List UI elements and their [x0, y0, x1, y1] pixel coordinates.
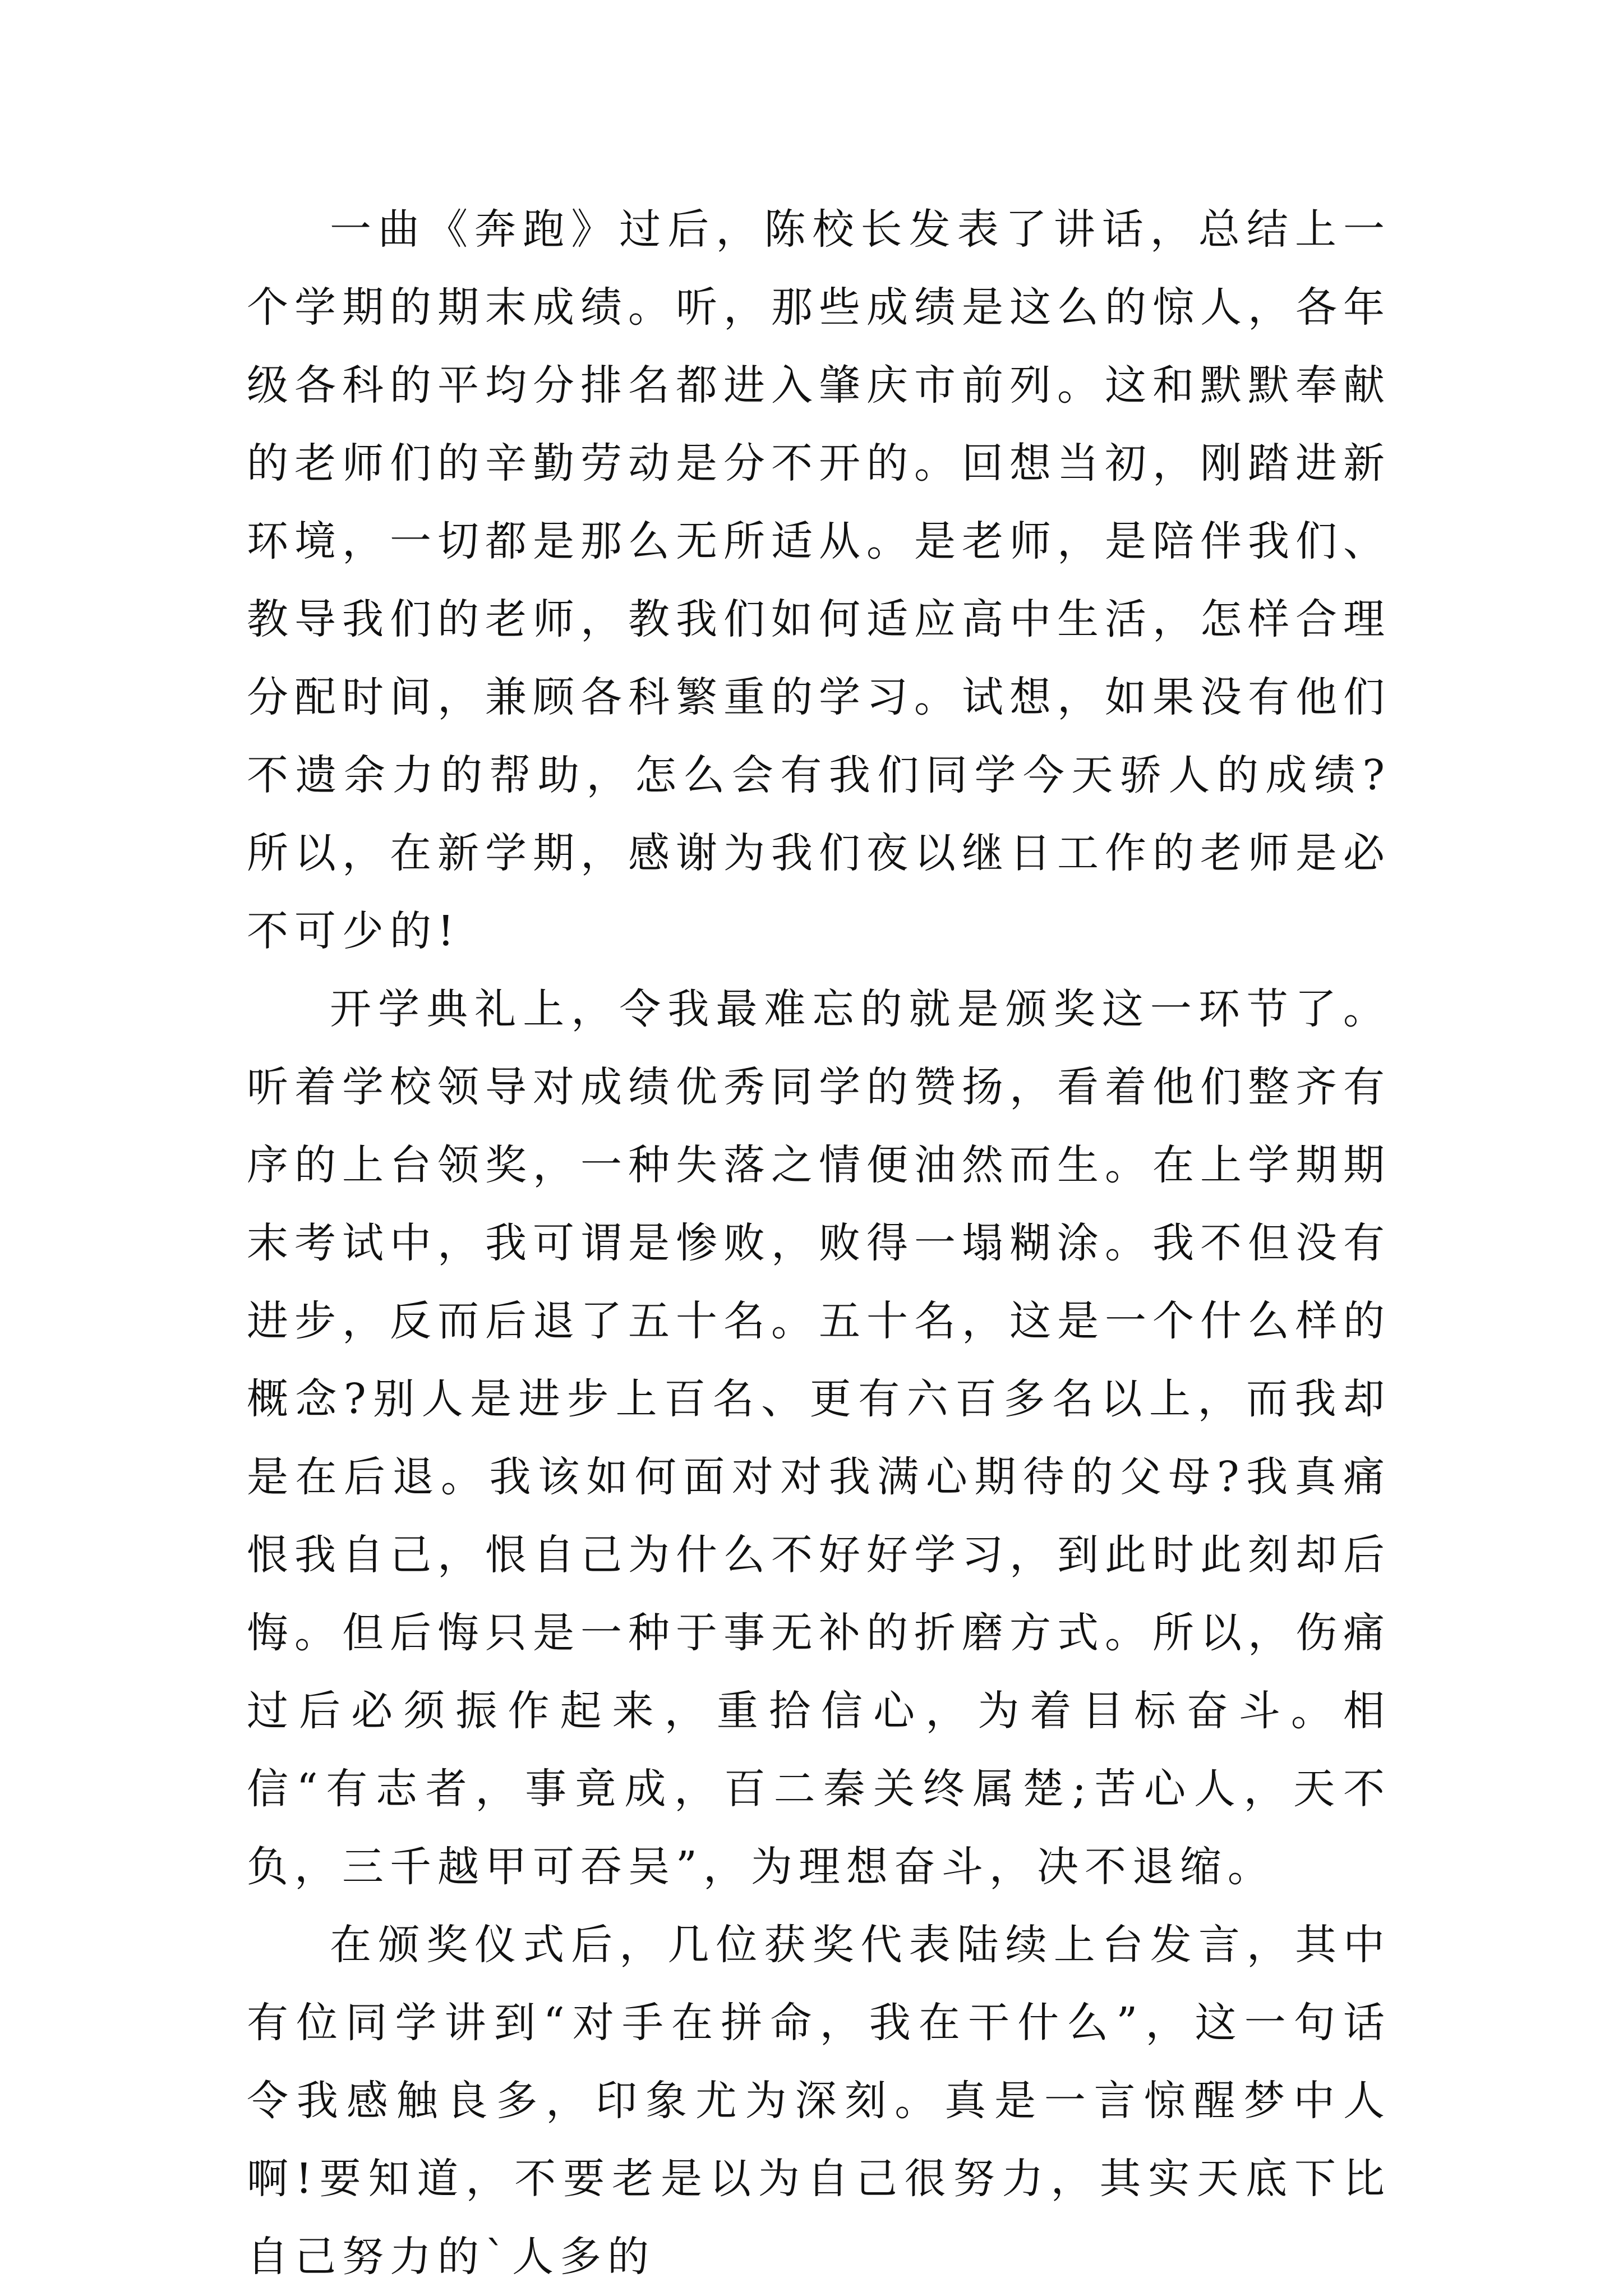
paragraph-1: 一曲《奔跑》过后，陈校长发表了讲话，总结上一个学期的期末成绩。听，那些成绩是这么的惊人，各年级各科的平均分排名都进入肇庆市前列。这和默默奉献的老师们的辛勤劳动是分不开的。回想当初，刚踏进新环境，一切都是那么无所适从。是老师，是陪伴我们、教导我们的老师，教我们如何适应高中生活，怎样合理分配时间，兼顾各科繁重的学习。试想，如果没有他们不遗余力的帮助，怎么会有我们同学今天骄人的成绩?所以，在新学期，感谢为我们夜以继日工作的老师是必不可少的!	[247, 205, 1391, 955]
paragraph-2: 开学典礼上，令我最难忘的就是颁奖这一环节了。听着学校领导对成绩优秀同学的赞扬，看着他们整齐有序的上台领奖，一种失落之情便油然而生。在上学期期末考试中，我可谓是惨败，败得一塌糊涂。我不但没有进步，反而后退了五十名。五十名，这是一个什么样的概念?别人是进步上百名、更有六百多名以上，而我却是在后退。我该如何面对对我满心期待的父母?我真痛恨我自己，恨自己为什么不好好学习，到此时此刻却后悔。但后悔只是一种于事无补的折磨方式。所以，伤痛过后必须振作起来，重拾信心，为着目标奋斗。相信“有志者，事竟成，百二秦关终属楚;苦心人，天不负，三千越甲可吞吴”，为理想奋斗，决不退缩。	[247, 985, 1391, 1891]
body-text	[247, 191, 1391, 2296]
paragraph-3: 在颁奖仪式后，几位获奖代表陆续上台发言，其中有位同学讲到“对手在拼命，我在干什么”，这一句话令我感触良多，印象尤为深刻。真是一言惊醒梦中人啊!要知道，不要老是以为自己很努力，其实天底下比自己努力的`人多的	[247, 1921, 1391, 2281]
